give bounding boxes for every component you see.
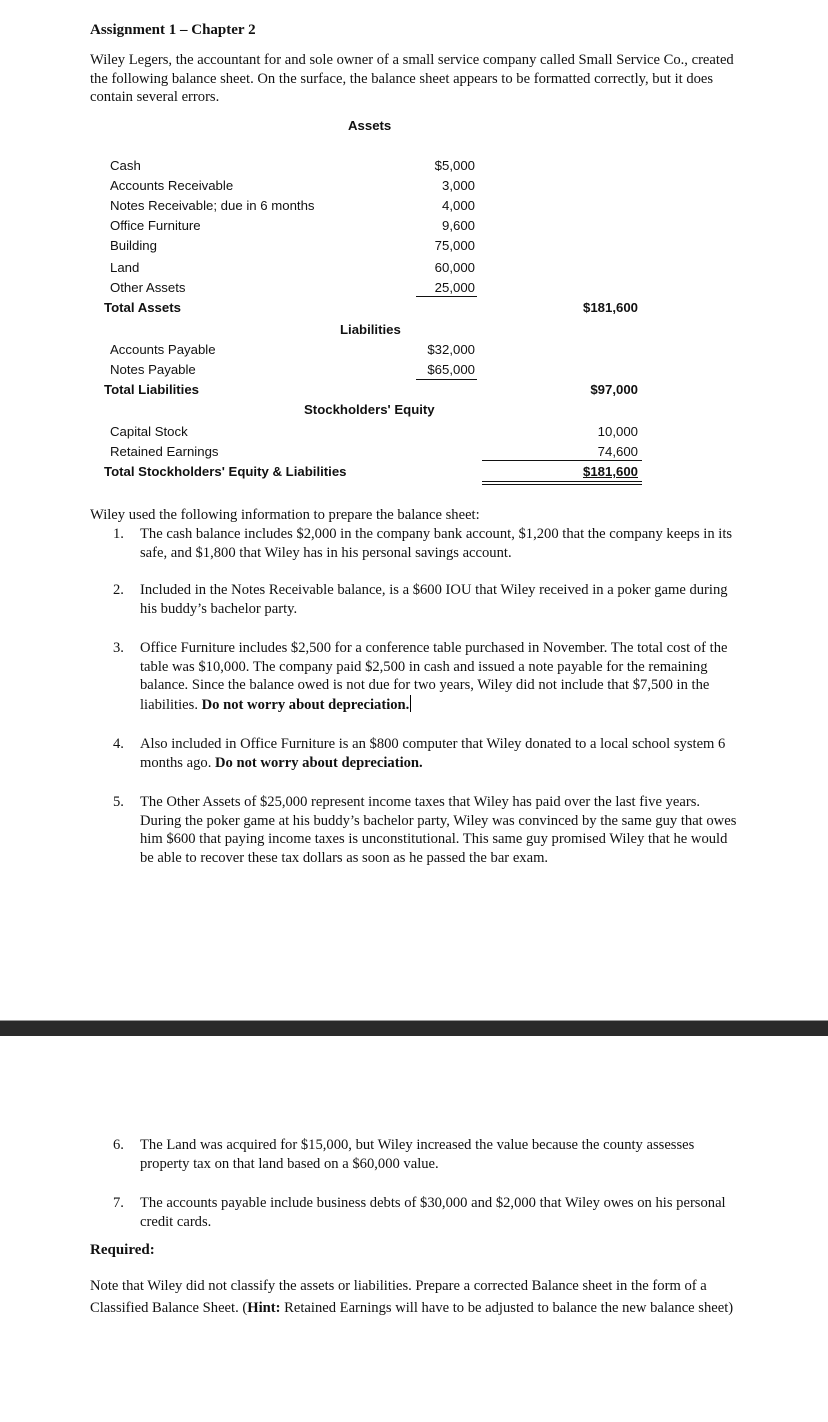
list-number: 3. [113, 640, 124, 656]
list-item [113, 1194, 743, 1231]
list-item [113, 581, 743, 618]
list-number: 1. [113, 526, 124, 542]
list-text: Included in the Notes Receivable balance, is a $600 IOU that Wiley received in a poker game during his buddy’s bachelor party. [140, 582, 728, 617]
total-assets-value: $181,600 [582, 300, 638, 315]
list-text: The Other Assets of $25,000 represent income taxes that Wiley has paid over the last five years. During the poker game at his buddy’s bachelor party, Wiley was convinced by the same guy that owes him $600 that paying income taxes is unconstitutional. This same guy promised Wiley that he would be able to recover these tax dollars as soon as he passed the bar exam. [140, 794, 737, 866]
asset-value: 60,000 [434, 260, 475, 275]
required-text-end: Retained Earnings will have to be adjusted to balance the new balance sheet) [280, 1299, 734, 1316]
document-title: Assignment 1 – Chapter 2 [90, 22, 256, 38]
asset-label: Building [110, 238, 157, 253]
total-equity-value: $181,600 [582, 464, 638, 479]
list-number: 2. [113, 582, 124, 598]
liability-label: Notes Payable [110, 362, 196, 377]
assets-header: Assets [348, 118, 392, 133]
required-text: Note that Wiley did not classify the assets or liabilities. Prepare a corrected Balance sheet in the form of a Classified Balance Sheet. ( [90, 1278, 707, 1316]
liabilities-header: Liabilities [340, 322, 401, 337]
asset-label: Land [110, 260, 140, 275]
list-item [113, 793, 743, 867]
list-item [113, 735, 743, 772]
asset-label: Accounts Receivable [110, 178, 234, 193]
asset-label: Other Assets [110, 280, 186, 295]
subtotal-rule [482, 460, 642, 461]
list-number: 6. [113, 1137, 124, 1153]
asset-label: Cash [110, 158, 141, 173]
total-equity-label: Total Stockholders' Equity & Liabilities [104, 464, 347, 479]
liability-value: $32,000 [427, 342, 475, 357]
double-underline-rule [482, 484, 642, 485]
equity-label: Retained Earnings [110, 444, 219, 459]
equity-value: 10,000 [597, 424, 638, 439]
list-item [113, 639, 743, 714]
subtotal-rule [416, 379, 477, 380]
asset-label: Notes Receivable; due in 6 months [110, 198, 315, 213]
asset-value: 4,000 [441, 198, 475, 213]
subtotal-rule [416, 296, 477, 297]
list-text: The accounts payable include business debts of $30,000 and $2,000 that Wiley owes on his personal credit cards. [140, 1195, 726, 1230]
double-underline-rule [482, 481, 642, 482]
page-break-bar [0, 1020, 828, 1036]
list-item [113, 1136, 743, 1173]
list-number: 7. [113, 1195, 124, 1211]
list-text: Also included in Office Furniture is an $800 computer that Wiley donated to a local school system 6 months ago. [140, 736, 726, 771]
total-liabilities-label: Total Liabilities [104, 382, 200, 397]
list-item [113, 525, 743, 562]
asset-value: $5,000 [434, 158, 475, 173]
list-text: The Land was acquired for $15,000, but Wiley increased the value because the county assesses property tax on that land based on a $60,000 value. [140, 1137, 695, 1172]
list-number: 4. [113, 736, 124, 752]
list-text: The cash balance includes $2,000 in the company bank account, $1,200 that the company keeps in its safe, and $1,800 that Wiley has in his personal savings account. [140, 526, 733, 561]
asset-value: 3,000 [441, 178, 475, 193]
liability-value: $65,000 [427, 362, 475, 377]
list-text: Office Furniture includes $2,500 for a conference table purchased in November. The total cost of the table was $10,000. The company paid $2,500 in cash and issued a note payable for the remaining balance. Since the balance owed is not due for two years, Wiley did not include that $7,500 in the liabilities. [140, 640, 728, 713]
asset-label: Office Furniture [110, 218, 201, 233]
equity-label: Capital Stock [110, 424, 188, 439]
asset-value: 75,000 [434, 238, 475, 253]
equity-value: 74,600 [597, 444, 638, 459]
asset-value: 25,000 [434, 280, 475, 295]
information-lead: Wiley used the following information to prepare the balance sheet: [90, 507, 480, 523]
text-cursor [410, 695, 411, 712]
total-assets-label: Total Assets [104, 300, 181, 315]
total-liabilities-value: $97,000 [590, 382, 638, 397]
list-emphasis: Do not worry about depreciation. [215, 754, 423, 771]
asset-value: 9,600 [441, 218, 475, 233]
equity-header: Stockholders' Equity [304, 402, 435, 417]
liability-label: Accounts Payable [110, 342, 216, 357]
hint-label: Hint: [247, 1299, 281, 1316]
list-number: 5. [113, 794, 124, 810]
required-heading: Required: [90, 1242, 155, 1258]
intro-paragraph: Wiley Legers, the accountant for and sole owner of a small service company called Small Service Co., created the following balance sheet. On the surface, the balance sheet appears to be formatted correctly, but it does contain several errors. [90, 52, 734, 105]
list-emphasis: Do not worry about depreciation. [201, 696, 410, 713]
required-paragraph [90, 1276, 745, 1319]
